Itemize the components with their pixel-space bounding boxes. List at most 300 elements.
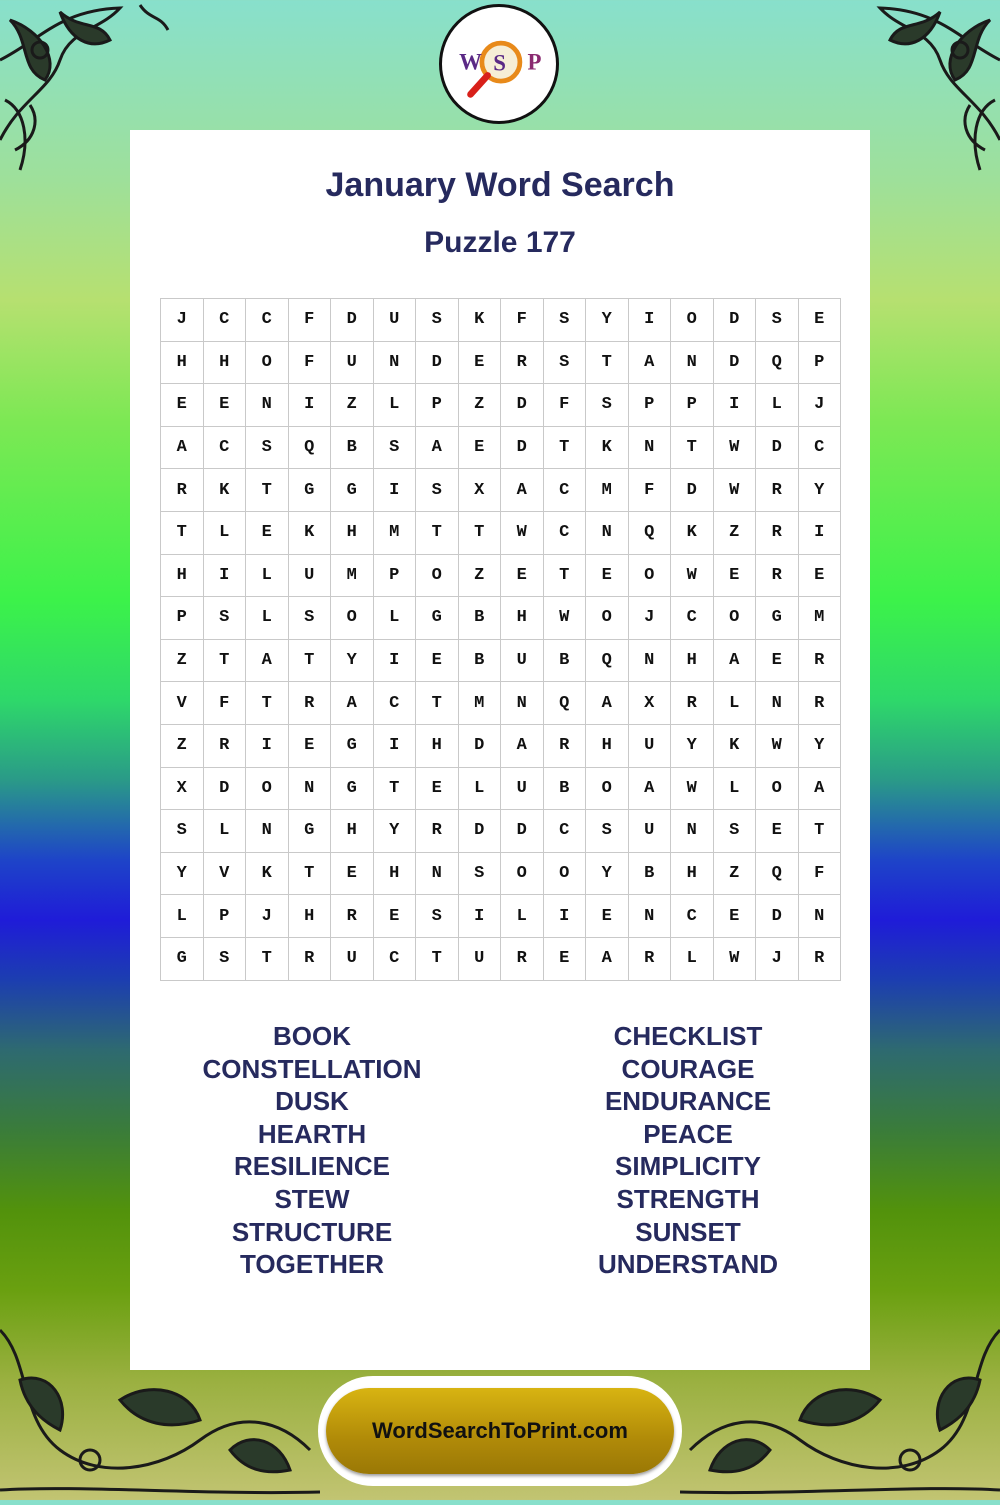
grid-cell[interactable]: N: [246, 384, 289, 427]
grid-cell[interactable]: L: [161, 895, 204, 938]
grid-cell[interactable]: Z: [331, 384, 374, 427]
grid-cell[interactable]: I: [373, 639, 416, 682]
grid-cell[interactable]: U: [501, 639, 544, 682]
grid-cell[interactable]: R: [756, 469, 799, 512]
grid-cell[interactable]: C: [203, 426, 246, 469]
grid-cell[interactable]: D: [756, 895, 799, 938]
grid-cell[interactable]: A: [713, 639, 756, 682]
grid-row: [161, 426, 841, 469]
grid-cell[interactable]: C: [203, 299, 246, 342]
grid-cell[interactable]: T: [373, 767, 416, 810]
grid-cell[interactable]: E: [713, 554, 756, 597]
grid-row: [161, 895, 841, 938]
grid-cell[interactable]: E: [373, 895, 416, 938]
grid-cell[interactable]: H: [416, 724, 459, 767]
grid-cell[interactable]: H: [331, 511, 374, 554]
grid-cell[interactable]: B: [628, 852, 671, 895]
grid-cell[interactable]: R: [798, 937, 841, 980]
grid-cell[interactable]: I: [246, 724, 289, 767]
grid-cell[interactable]: U: [331, 937, 374, 980]
grid-cell[interactable]: D: [671, 469, 714, 512]
logo-letter-s: S: [493, 50, 506, 76]
grid-cell[interactable]: T: [416, 682, 459, 725]
grid-cell[interactable]: W: [713, 426, 756, 469]
word-list-item: SUNSET: [635, 1216, 741, 1247]
grid-cell[interactable]: J: [756, 937, 799, 980]
grid-cell[interactable]: Y: [798, 724, 841, 767]
grid-cell[interactable]: D: [713, 299, 756, 342]
grid-cell[interactable]: R: [798, 639, 841, 682]
grid-cell[interactable]: E: [161, 384, 204, 427]
grid-cell[interactable]: I: [203, 554, 246, 597]
grid-cell[interactable]: H: [501, 597, 544, 640]
grid-cell[interactable]: N: [586, 511, 629, 554]
grid-cell[interactable]: U: [373, 299, 416, 342]
grid-cell[interactable]: N: [288, 767, 331, 810]
grid-row: [161, 554, 841, 597]
grid-cell[interactable]: L: [501, 895, 544, 938]
grid-cell[interactable]: A: [501, 724, 544, 767]
grid-row: [161, 341, 841, 384]
grid-cell[interactable]: P: [671, 384, 714, 427]
grid-cell[interactable]: A: [586, 682, 629, 725]
grid-cell[interactable]: H: [288, 895, 331, 938]
grid-cell[interactable]: I: [373, 724, 416, 767]
grid-cell[interactable]: Z: [458, 554, 501, 597]
grid-cell[interactable]: E: [756, 639, 799, 682]
grid-cell[interactable]: A: [161, 426, 204, 469]
grid-cell[interactable]: H: [161, 554, 204, 597]
grid-cell[interactable]: N: [628, 426, 671, 469]
grid-cell[interactable]: J: [798, 384, 841, 427]
grid-cell[interactable]: O: [246, 767, 289, 810]
grid-row: [161, 639, 841, 682]
website-button[interactable]: WordSearchToPrint.com: [326, 1388, 674, 1474]
grid-cell[interactable]: E: [246, 511, 289, 554]
grid-cell[interactable]: L: [713, 682, 756, 725]
grid-cell[interactable]: F: [288, 299, 331, 342]
grid-cell[interactable]: O: [246, 341, 289, 384]
grid-cell[interactable]: B: [458, 597, 501, 640]
word-list-item: DUSK: [275, 1086, 349, 1117]
word-list-item: BOOK: [273, 1021, 351, 1051]
grid-cell[interactable]: L: [373, 384, 416, 427]
grid-cell[interactable]: T: [798, 810, 841, 853]
grid-cell[interactable]: E: [501, 554, 544, 597]
grid-cell[interactable]: S: [713, 810, 756, 853]
grid-cell[interactable]: U: [501, 767, 544, 810]
grid-cell[interactable]: C: [543, 469, 586, 512]
word-list-item: RESILIENCE: [233, 1151, 391, 1182]
grid-cell[interactable]: U: [628, 810, 671, 853]
grid-cell[interactable]: F: [203, 682, 246, 725]
grid-cell[interactable]: Y: [671, 724, 714, 767]
word-list-item: ENDURANCE: [604, 1086, 772, 1117]
grid-cell[interactable]: W: [756, 724, 799, 767]
grid-row: [161, 767, 841, 810]
grid-cell[interactable]: H: [373, 852, 416, 895]
grid-cell[interactable]: Q: [756, 852, 799, 895]
grid-cell[interactable]: G: [288, 469, 331, 512]
grid-cell[interactable]: S: [586, 384, 629, 427]
grid-cell[interactable]: D: [458, 724, 501, 767]
grid-cell[interactable]: X: [458, 469, 501, 512]
grid-cell[interactable]: N: [373, 341, 416, 384]
grid-cell[interactable]: A: [628, 767, 671, 810]
grid-cell[interactable]: L: [246, 597, 289, 640]
letter-grid: [160, 298, 841, 981]
footer-badge: [318, 1376, 682, 1486]
grid-cell[interactable]: G: [331, 767, 374, 810]
grid-cell[interactable]: D: [501, 426, 544, 469]
grid-cell[interactable]: Q: [586, 639, 629, 682]
grid-cell[interactable]: E: [416, 639, 459, 682]
grid-cell[interactable]: G: [756, 597, 799, 640]
grid-cell[interactable]: G: [161, 937, 204, 980]
grid-cell[interactable]: T: [458, 511, 501, 554]
grid-cell[interactable]: M: [798, 597, 841, 640]
grid-cell[interactable]: T: [246, 469, 289, 512]
grid-cell[interactable]: C: [246, 299, 289, 342]
grid-cell[interactable]: T: [416, 511, 459, 554]
grid-cell[interactable]: S: [161, 810, 204, 853]
grid-cell[interactable]: U: [628, 724, 671, 767]
grid-cell[interactable]: L: [373, 597, 416, 640]
word-list-item: HEARTH: [257, 1118, 367, 1149]
grid-cell[interactable]: E: [203, 384, 246, 427]
grid-cell[interactable]: L: [246, 554, 289, 597]
word-list-right: [538, 1020, 838, 1281]
grid-cell[interactable]: P: [416, 384, 459, 427]
grid-cell[interactable]: X: [628, 682, 671, 725]
grid-cell[interactable]: K: [246, 852, 289, 895]
grid-cell[interactable]: Y: [586, 852, 629, 895]
grid-cell[interactable]: P: [798, 341, 841, 384]
grid-cell[interactable]: T: [543, 426, 586, 469]
grid-cell[interactable]: D: [756, 426, 799, 469]
grid-cell[interactable]: V: [161, 682, 204, 725]
grid-row: [161, 724, 841, 767]
grid-cell[interactable]: E: [586, 895, 629, 938]
grid-cell[interactable]: C: [373, 682, 416, 725]
grid-cell[interactable]: T: [671, 426, 714, 469]
grid-cell[interactable]: A: [798, 767, 841, 810]
grid-row: [161, 299, 841, 342]
grid-cell[interactable]: S: [586, 810, 629, 853]
grid-cell[interactable]: R: [416, 810, 459, 853]
word-list-item: STRENGTH: [616, 1183, 760, 1214]
grid-cell[interactable]: A: [416, 426, 459, 469]
grid-cell[interactable]: L: [671, 937, 714, 980]
grid-cell[interactable]: F: [501, 299, 544, 342]
grid-cell[interactable]: H: [586, 724, 629, 767]
grid-cell[interactable]: E: [586, 554, 629, 597]
grid-cell[interactable]: K: [288, 511, 331, 554]
word-list-item: TOGETHER: [240, 1249, 384, 1280]
grid-cell[interactable]: S: [288, 597, 331, 640]
grid-cell[interactable]: G: [331, 469, 374, 512]
grid-cell[interactable]: C: [798, 426, 841, 469]
grid-cell[interactable]: Y: [161, 852, 204, 895]
grid-cell[interactable]: R: [203, 724, 246, 767]
grid-cell[interactable]: T: [416, 937, 459, 980]
grid-cell[interactable]: M: [586, 469, 629, 512]
grid-cell[interactable]: A: [331, 682, 374, 725]
grid-cell[interactable]: N: [501, 682, 544, 725]
grid-cell[interactable]: R: [543, 724, 586, 767]
grid-cell[interactable]: R: [331, 895, 374, 938]
grid-cell[interactable]: E: [713, 895, 756, 938]
grid-cell[interactable]: M: [331, 554, 374, 597]
grid-cell[interactable]: N: [628, 895, 671, 938]
word-list-item: CONSTELLATION: [202, 1053, 422, 1084]
grid-row: [161, 384, 841, 427]
grid-cell[interactable]: I: [798, 511, 841, 554]
grid-cell[interactable]: L: [203, 810, 246, 853]
grid-cell[interactable]: P: [628, 384, 671, 427]
grid-cell[interactable]: K: [586, 426, 629, 469]
grid-cell[interactable]: R: [161, 469, 204, 512]
grid-cell[interactable]: K: [203, 469, 246, 512]
grid-cell[interactable]: N: [671, 810, 714, 853]
grid-cell[interactable]: D: [331, 299, 374, 342]
puzzle-card: [130, 130, 870, 1370]
grid-cell[interactable]: R: [288, 937, 331, 980]
grid-cell[interactable]: W: [543, 597, 586, 640]
grid-cell[interactable]: Y: [373, 810, 416, 853]
grid-row: [161, 511, 841, 554]
grid-cell[interactable]: T: [203, 639, 246, 682]
grid-cell[interactable]: O: [331, 597, 374, 640]
logo-letter-w: W: [459, 49, 482, 75]
grid-cell[interactable]: R: [288, 682, 331, 725]
grid-cell[interactable]: I: [458, 895, 501, 938]
grid-cell[interactable]: A: [586, 937, 629, 980]
grid-cell[interactable]: Z: [458, 384, 501, 427]
grid-cell[interactable]: O: [628, 554, 671, 597]
grid-cell[interactable]: W: [671, 767, 714, 810]
grid-cell[interactable]: S: [756, 299, 799, 342]
grid-cell[interactable]: D: [501, 810, 544, 853]
grid-cell[interactable]: D: [458, 810, 501, 853]
grid-cell[interactable]: E: [331, 852, 374, 895]
grid-cell[interactable]: N: [671, 341, 714, 384]
puzzle-number: Puzzle 177: [424, 226, 576, 259]
grid-row: [161, 682, 841, 725]
word-list-item: STRUCTURE: [231, 1216, 393, 1247]
grid-cell[interactable]: D: [416, 341, 459, 384]
grid-cell[interactable]: L: [458, 767, 501, 810]
grid-cell[interactable]: B: [458, 639, 501, 682]
grid-cell[interactable]: H: [331, 810, 374, 853]
grid-cell[interactable]: I: [628, 299, 671, 342]
grid-cell[interactable]: S: [416, 299, 459, 342]
grid-cell[interactable]: F: [543, 384, 586, 427]
grid-cell[interactable]: T: [246, 682, 289, 725]
grid-cell[interactable]: S: [373, 426, 416, 469]
grid-cell[interactable]: O: [586, 597, 629, 640]
grid-cell[interactable]: S: [543, 299, 586, 342]
grid-row: [161, 469, 841, 512]
grid-row: [161, 852, 841, 895]
grid-cell[interactable]: I: [288, 384, 331, 427]
grid-cell[interactable]: D: [501, 384, 544, 427]
grid-cell[interactable]: X: [161, 767, 204, 810]
grid-cell[interactable]: Q: [288, 426, 331, 469]
grid-cell[interactable]: A: [246, 639, 289, 682]
grid-row: [161, 810, 841, 853]
grid-cell[interactable]: L: [756, 384, 799, 427]
grid-cell[interactable]: I: [713, 384, 756, 427]
grid-cell[interactable]: K: [713, 724, 756, 767]
grid-cell[interactable]: E: [288, 724, 331, 767]
grid-cell[interactable]: N: [416, 852, 459, 895]
word-list-item: STEW: [274, 1183, 350, 1214]
grid-cell[interactable]: N: [798, 895, 841, 938]
grid-cell[interactable]: J: [628, 597, 671, 640]
grid-cell[interactable]: C: [373, 937, 416, 980]
grid-cell[interactable]: N: [628, 639, 671, 682]
grid-cell[interactable]: R: [501, 341, 544, 384]
grid-cell[interactable]: D: [713, 341, 756, 384]
grid-cell[interactable]: K: [671, 511, 714, 554]
grid-row: [161, 937, 841, 980]
grid-cell[interactable]: P: [203, 895, 246, 938]
page-title: January Word Search: [325, 166, 675, 204]
grid-cell[interactable]: G: [416, 597, 459, 640]
grid-cell[interactable]: N: [246, 810, 289, 853]
grid-cell[interactable]: N: [756, 682, 799, 725]
word-list-item: UNDERSTAND: [597, 1249, 779, 1280]
grid-cell[interactable]: E: [543, 937, 586, 980]
grid-cell[interactable]: Z: [713, 511, 756, 554]
grid-cell[interactable]: B: [543, 639, 586, 682]
grid-cell[interactable]: L: [203, 511, 246, 554]
grid-cell[interactable]: S: [203, 937, 246, 980]
grid-row: [161, 597, 841, 640]
grid-cell[interactable]: H: [161, 341, 204, 384]
grid-cell[interactable]: R: [756, 511, 799, 554]
grid-cell[interactable]: K: [458, 299, 501, 342]
grid-cell[interactable]: R: [756, 554, 799, 597]
grid-cell[interactable]: S: [416, 895, 459, 938]
grid-cell[interactable]: L: [713, 767, 756, 810]
grid-cell[interactable]: O: [543, 852, 586, 895]
grid-cell[interactable]: O: [713, 597, 756, 640]
grid-cell[interactable]: C: [543, 810, 586, 853]
grid-cell[interactable]: I: [543, 895, 586, 938]
grid-cell[interactable]: F: [288, 341, 331, 384]
word-list-item: CHECKLIST: [613, 1021, 763, 1051]
grid-cell[interactable]: B: [543, 767, 586, 810]
grid-cell[interactable]: M: [373, 511, 416, 554]
grid-cell[interactable]: Z: [161, 724, 204, 767]
grid-cell[interactable]: O: [416, 554, 459, 597]
grid-cell[interactable]: E: [458, 341, 501, 384]
grid-cell[interactable]: E: [798, 299, 841, 342]
grid-cell[interactable]: A: [628, 341, 671, 384]
grid-cell[interactable]: W: [501, 511, 544, 554]
grid-cell[interactable]: S: [458, 852, 501, 895]
site-logo[interactable]: [439, 4, 559, 124]
grid-cell[interactable]: O: [671, 299, 714, 342]
grid-cell[interactable]: C: [671, 895, 714, 938]
grid-cell[interactable]: U: [458, 937, 501, 980]
grid-cell[interactable]: E: [798, 554, 841, 597]
grid-cell[interactable]: W: [713, 937, 756, 980]
grid-cell[interactable]: T: [586, 341, 629, 384]
grid-cell[interactable]: W: [671, 554, 714, 597]
grid-cell[interactable]: W: [713, 469, 756, 512]
word-list-item: PEACE: [643, 1118, 733, 1149]
grid-cell[interactable]: O: [586, 767, 629, 810]
word-list-item: SIMPLICITY: [615, 1151, 761, 1182]
grid-cell[interactable]: O: [756, 767, 799, 810]
grid-cell[interactable]: F: [798, 852, 841, 895]
grid-cell[interactable]: G: [288, 810, 331, 853]
grid-cell[interactable]: U: [331, 341, 374, 384]
grid-cell[interactable]: H: [671, 852, 714, 895]
logo-letter-p: P: [527, 49, 542, 75]
grid-cell[interactable]: M: [458, 682, 501, 725]
grid-cell[interactable]: I: [373, 469, 416, 512]
grid-cell[interactable]: S: [543, 341, 586, 384]
grid-cell[interactable]: Q: [756, 341, 799, 384]
grid-cell[interactable]: B: [331, 426, 374, 469]
grid-cell[interactable]: R: [628, 937, 671, 980]
grid-cell[interactable]: P: [373, 554, 416, 597]
grid-cell[interactable]: Y: [798, 469, 841, 512]
grid-cell[interactable]: E: [458, 426, 501, 469]
grid-cell[interactable]: Y: [331, 639, 374, 682]
grid-cell[interactable]: T: [246, 937, 289, 980]
grid-cell[interactable]: J: [246, 895, 289, 938]
grid-cell[interactable]: A: [501, 469, 544, 512]
grid-cell[interactable]: P: [161, 597, 204, 640]
grid-cell[interactable]: O: [501, 852, 544, 895]
grid-cell[interactable]: T: [288, 852, 331, 895]
grid-cell[interactable]: T: [288, 639, 331, 682]
grid-cell[interactable]: Y: [586, 299, 629, 342]
grid-cell[interactable]: Q: [628, 511, 671, 554]
grid-cell[interactable]: H: [671, 639, 714, 682]
grid-cell[interactable]: Q: [543, 682, 586, 725]
grid-cell[interactable]: D: [203, 767, 246, 810]
grid-cell[interactable]: R: [501, 937, 544, 980]
grid-cell[interactable]: C: [671, 597, 714, 640]
grid-cell[interactable]: J: [161, 299, 204, 342]
grid-cell[interactable]: S: [203, 597, 246, 640]
grid-cell[interactable]: U: [288, 554, 331, 597]
grid-cell[interactable]: R: [798, 682, 841, 725]
word-list-item: COURAGE: [621, 1053, 755, 1084]
grid-cell[interactable]: T: [543, 554, 586, 597]
word-list-left: [162, 1020, 462, 1281]
grid-cell[interactable]: E: [416, 767, 459, 810]
grid-cell[interactable]: Z: [713, 852, 756, 895]
grid-cell[interactable]: G: [331, 724, 374, 767]
grid-cell[interactable]: S: [246, 426, 289, 469]
grid-cell[interactable]: V: [203, 852, 246, 895]
grid-cell[interactable]: F: [628, 469, 671, 512]
grid-cell[interactable]: R: [671, 682, 714, 725]
grid-cell[interactable]: H: [203, 341, 246, 384]
grid-cell[interactable]: C: [543, 511, 586, 554]
grid-cell[interactable]: T: [161, 511, 204, 554]
grid-cell[interactable]: S: [416, 469, 459, 512]
grid-cell[interactable]: Z: [161, 639, 204, 682]
grid-cell[interactable]: E: [756, 810, 799, 853]
